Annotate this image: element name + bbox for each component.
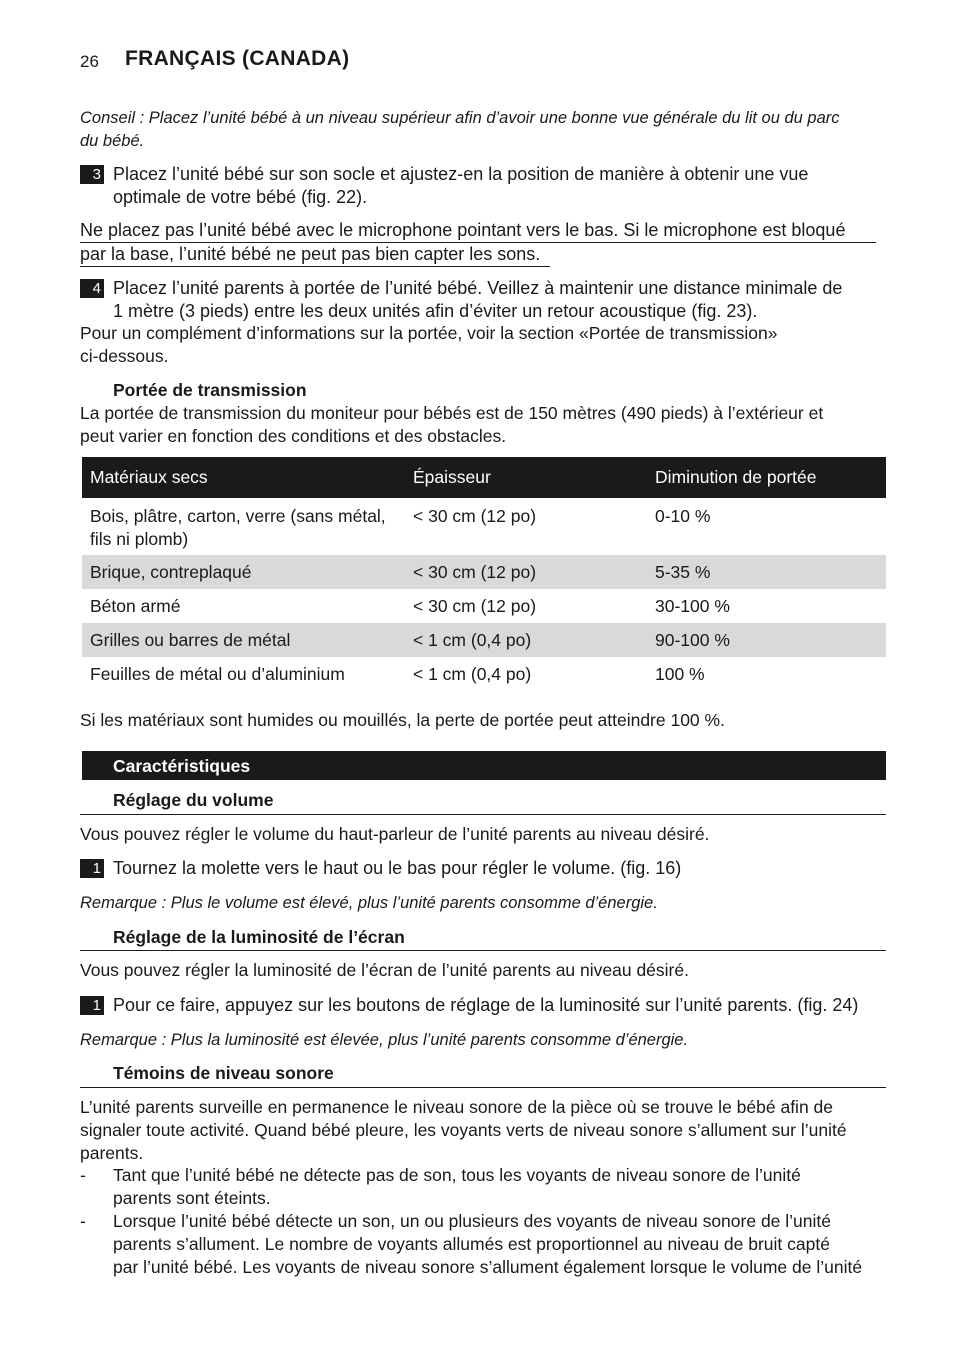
table-header-row (82, 457, 886, 498)
table-cell-reduction: 5-35 % (647, 555, 886, 589)
brightness-intro: Vous pouvez régler la luminosité de l’écran de l’unité parents au niveau désiré. (80, 960, 689, 980)
sound-level-description (80, 1096, 886, 1165)
info-text (80, 322, 886, 368)
section-heading: Caractéristiques (113, 756, 251, 776)
table-cell-material: Feuilles de métal ou d’aluminium (90, 664, 345, 684)
bullet-dash: - (80, 1165, 86, 1185)
column-header: Matériaux secs (82, 457, 405, 498)
sound-level-heading: Témoins de niveau sonore (113, 1063, 334, 1083)
table-row (82, 623, 886, 657)
step-line: Placez l’unité parents à portée de l’unité bébé. Veillez à maintenir une distance minimale de (113, 278, 843, 298)
bullet-line: Tant que l’unité bébé ne détecte pas de son, tous les voyants de niveau sonore de l’unité (113, 1165, 801, 1185)
tip-line: Conseil : Placez l’unité bébé à un niveau supérieur afin d’avoir une bonne vue générale du lit ou du parc (80, 109, 840, 127)
heading-rule (80, 1087, 886, 1088)
step-number-badge: 4 (80, 279, 104, 298)
step-3-text (113, 163, 888, 209)
sound-level-line: parents. (80, 1143, 144, 1163)
bullet-text (113, 1164, 889, 1210)
page-title: FRANÇAIS (CANADA) (125, 47, 350, 70)
bullet-line: parents s’allument. Le nombre de voyants allumés est proportionnel au niveau de bruit capté (113, 1234, 830, 1254)
range-description (80, 402, 886, 448)
step-number-badge: 1 (80, 996, 104, 1015)
tip-line: du bébé. (80, 132, 145, 150)
table-cell-material: Grilles ou barres de métal (82, 623, 405, 657)
range-heading: Portée de transmission (113, 380, 307, 400)
warning-line: par la base, l’unité bébé ne peut pas bien capter les sons. (80, 243, 550, 267)
step-line: optimale de votre bébé (fig. 22). (113, 187, 368, 207)
volume-heading: Réglage du volume (113, 790, 274, 810)
table-cell-material: Brique, contreplaqué (82, 555, 405, 589)
bullet-line: Lorsque l’unité bébé détecte un son, un ou plusieurs des voyants de niveau sonore de l’unité (113, 1211, 831, 1231)
info-line: Pour un complément d’informations sur la portée, voir la section «Portée de transmission» (80, 323, 778, 343)
info-line: ci-dessous. (80, 346, 169, 366)
heading-rule (80, 950, 886, 951)
brightness-note: Remarque : Plus la luminosité est élevée, plus l’unité parents consomme d’énergie. (80, 1031, 689, 1049)
table-cell-thickness: < 30 cm (12 po) (413, 506, 537, 526)
table-cell-material (82, 498, 405, 555)
sound-level-line: L’unité parents surveille en permanence le niveau sonore de la pièce où se trouve le bébé afin de (80, 1097, 834, 1117)
step-number-badge: 3 (80, 165, 104, 184)
cell-line: Bois, plâtre, carton, verre (sans métal, (90, 506, 386, 526)
column-header: Épaisseur (405, 457, 647, 498)
step-line: Placez l’unité bébé sur son socle et ajustez-en la position de manière à obtenir une vue (113, 164, 809, 184)
table-cell-thickness: < 30 cm (12 po) (413, 596, 537, 616)
table-cell-thickness: < 30 cm (12 po) (405, 555, 647, 589)
bullet-text (113, 1210, 889, 1279)
range-line: La portée de transmission du moniteur pour bébés est de 150 mètres (490 pieds) à l’extérieur et (80, 403, 824, 423)
sound-level-line: signaler toute activité. Quand bébé pleure, les voyants verts de niveau sonore s’allument sur l’unité (80, 1120, 847, 1140)
table-row (82, 498, 886, 555)
list-item (80, 1164, 888, 1210)
table-cell-thickness: < 1 cm (0,4 po) (405, 623, 647, 657)
warning-text (80, 219, 876, 267)
column-header: Diminution de portée (647, 457, 886, 498)
volume-step-text: Tournez la molette vers le haut ou le bas pour régler le volume. (fig. 16) (113, 858, 682, 878)
table-cell-thickness: < 1 cm (0,4 po) (413, 664, 532, 684)
wet-materials-note: Si les matériaux sont humides ou mouillés, la perte de portée peut atteindre 100 %. (80, 710, 725, 730)
page-number: 26 (80, 52, 99, 71)
table-cell-reduction: 100 % (655, 664, 705, 684)
warning-line: Ne placez pas l’unité bébé avec le microphone pointant vers le bas. Si le microphone est bloqué (80, 219, 876, 243)
table-row (82, 657, 886, 691)
table-row (82, 589, 886, 623)
range-table (82, 457, 886, 691)
table-cell-reduction: 30-100 % (655, 596, 730, 616)
volume-note: Remarque : Plus le volume est élevé, plus l’unité parents consomme d’énergie. (80, 894, 658, 912)
brightness-step-text: Pour ce faire, appuyez sur les boutons de réglage de la luminosité sur l’unité parents. (fig. 24) (113, 995, 859, 1015)
volume-intro: Vous pouvez régler le volume du haut-parleur de l’unité parents au niveau désiré. (80, 824, 710, 844)
step-number-badge: 1 (80, 859, 104, 878)
table-row (82, 555, 886, 589)
section-header-bar (82, 751, 886, 780)
step-line: 1 mètre (3 pieds) entre les deux unités afin d’éviter un retour acoustique (fig. 23). (113, 301, 758, 321)
cell-line: fils ni plomb) (90, 529, 189, 549)
tip-text (80, 107, 886, 153)
bullet-line: par l’unité bébé. Les voyants de niveau sonore s’allument également lorsque le volume de l’unité (113, 1257, 863, 1277)
range-line: peut varier en fonction des conditions et des obstacles. (80, 426, 507, 446)
bullet-line: parents sont éteints. (113, 1188, 271, 1208)
bullet-dash: - (80, 1211, 86, 1231)
brightness-heading: Réglage de la luminosité de l’écran (113, 927, 405, 947)
table-cell-reduction: 90-100 % (647, 623, 886, 657)
list-item (80, 1210, 888, 1279)
table-cell-material: Béton armé (90, 596, 181, 616)
step-4-text (113, 277, 888, 323)
table-cell-reduction: 0-10 % (655, 506, 711, 526)
heading-rule (80, 814, 886, 815)
